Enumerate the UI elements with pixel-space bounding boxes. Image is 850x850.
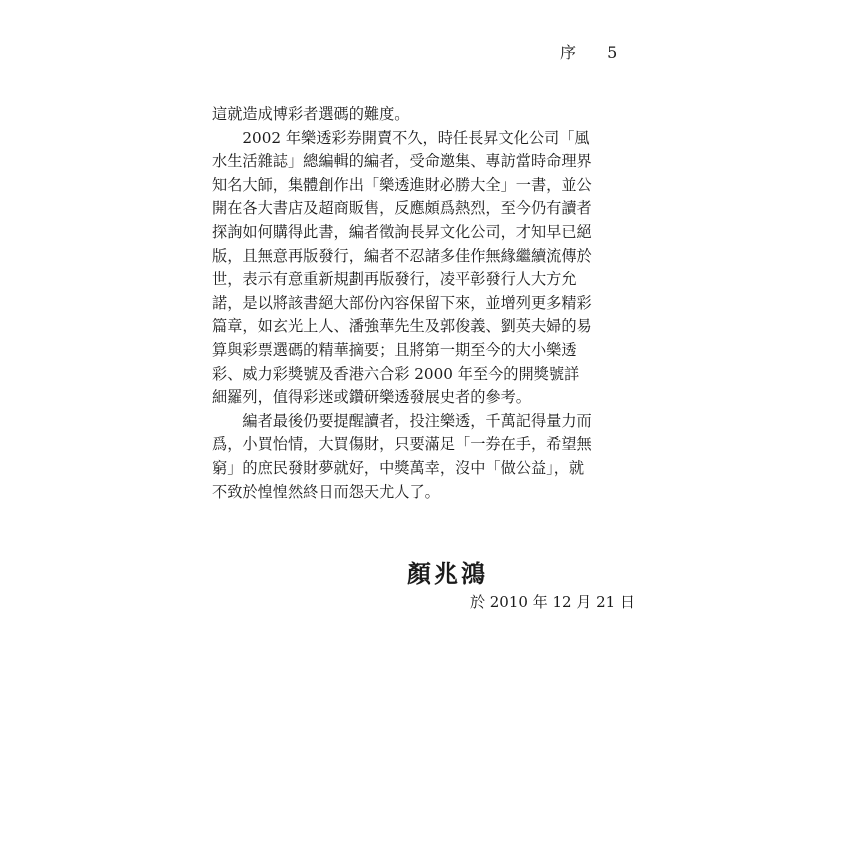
signature-date: 於 2010 年 12 月 21 日 bbox=[470, 593, 635, 611]
text-line: 世，表示有意重新規劃再版發行，凌平彰發行人大方允 bbox=[212, 270, 577, 289]
text-line: 彩、威力彩獎號及香港六合彩 2000 年至今的開獎號詳 bbox=[212, 364, 580, 383]
text-line: 2002 年樂透彩券開賣不久，時任長昇文化公司「風 bbox=[212, 128, 590, 147]
body-text bbox=[212, 103, 644, 504]
text-line: 知名大師，集體創作出「樂透進財必勝大全」一書，並公 bbox=[212, 175, 592, 194]
text-line: 開在各大書店及超商販售，反應頗爲熱烈，至今仍有讀者 bbox=[212, 199, 592, 218]
text-line: 探詢如何購得此書，編者徵詢長昇文化公司，才知早已絕 bbox=[212, 222, 592, 241]
text-line: 編者最後仍要提醒讀者，投注樂透，千萬記得量力而 bbox=[212, 411, 592, 430]
text-line: 算與彩票選碼的精華摘要；且將第一期至今的大小樂透 bbox=[212, 340, 577, 359]
text-line: 窮」的庶民發財夢就好，中獎萬幸，沒中「做公益」，就 bbox=[212, 458, 585, 477]
text-line: 水生活雜誌」總編輯的編者，受命邀集、專訪當時命理界 bbox=[212, 152, 592, 171]
text-line: 不致於惶惶然終日而怨天尤人了。 bbox=[212, 482, 440, 501]
text-line: 這就造成博彩者選碼的難度。 bbox=[212, 105, 410, 123]
text-line: 版，且無意再版發行，編者不忍諸多佳作無緣繼續流傳於 bbox=[212, 246, 592, 265]
text-line: 細羅列，值得彩迷或鑽研樂透發展史者的參考。 bbox=[212, 388, 531, 407]
author-signature: 顏兆鴻 bbox=[407, 559, 488, 588]
text-line: 篇章，如玄光上人、潘強華先生及郭俊義、劉英夫婦的易 bbox=[212, 317, 592, 336]
text-line: 爲，小買怡情，大買傷財，只要滿足「一券在手，希望無 bbox=[212, 435, 592, 454]
page-header bbox=[560, 40, 619, 63]
section-title: 序 bbox=[560, 43, 579, 62]
page-number: 5 bbox=[607, 43, 620, 62]
text-line: 諾，是以將該書絕大部份內容保留下來，並增列更多精彩 bbox=[212, 293, 592, 312]
